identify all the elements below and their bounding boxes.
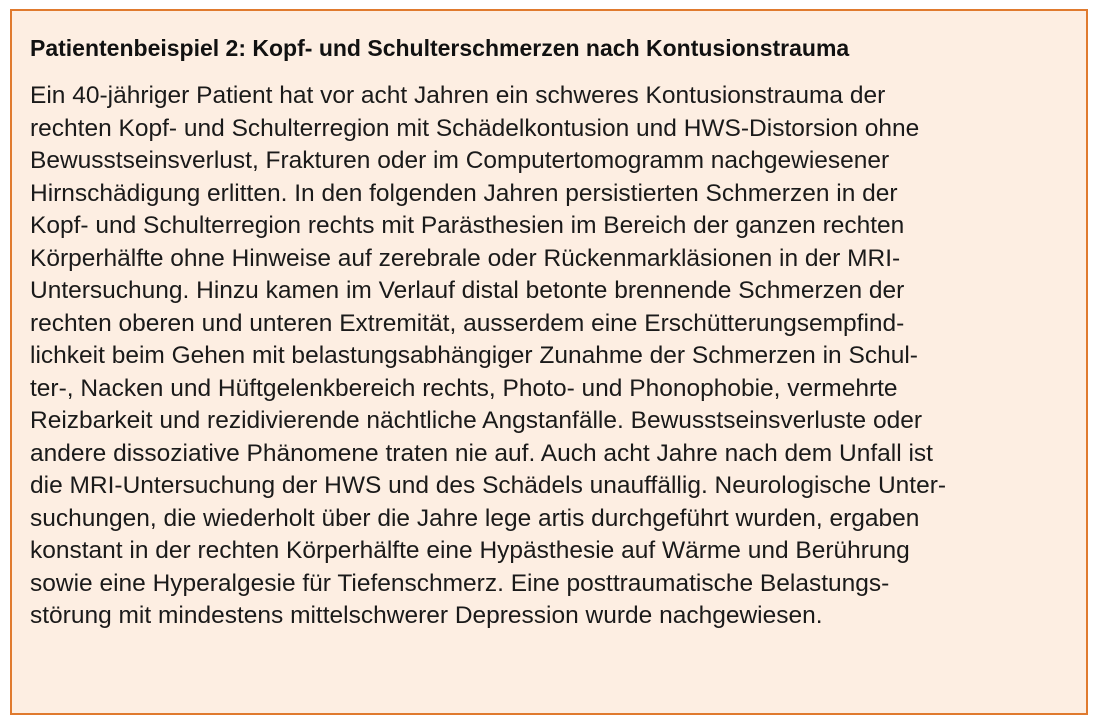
- text-line: andere dissoziative Phänomene traten nie auf. Auch acht Jahre nach dem Unfall ist: [30, 439, 933, 467]
- text-line: Reizbarkeit und rezidivierende nächtliche Angstanfälle. Bewusstseinsverluste oder: [30, 407, 923, 434]
- text-line: rechten Kopf- und Schulterregion mit Schädelkontusion und HWS-Distorsion ohne: [30, 114, 920, 142]
- text-line: lichkeit beim Gehen mit belastungsabhängiger Zunahme der Schmerzen in Schul-: [30, 342, 918, 369]
- text-line: Körperhälfte ohne Hinweise auf zerebrale oder Rückenmarkläsionen in der MRI-: [30, 244, 901, 272]
- text-line: Bewusstseinsverlust, Frakturen oder im Computertomogramm nachgewiesener: [30, 147, 890, 174]
- text-line: Ein 40-jähriger Patient hat vor acht Jahren ein schweres Kontusionstrauma der: [30, 82, 886, 109]
- text-line: Hirnschädigung erlitten. In den folgenden Jahren persistierten Schmerzen in der: [30, 179, 898, 207]
- text-line: sowie eine Hyperalgesie für Tiefenschmerz. Eine posttraumatische Belastungs-: [30, 569, 890, 597]
- case-example-box: [10, 9, 1088, 715]
- box-title: Patientenbeispiel 2: Kopf- und Schulterschmerzen nach Kontusionstrauma: [30, 35, 850, 61]
- box-body-text: [30, 80, 946, 633]
- text-line: Kopf- und Schulterregion rechts mit Parästhesien im Bereich der ganzen rechten: [30, 212, 905, 239]
- text-line: ter-, Nacken und Hüftgelenkbereich rechts, Photo- und Phonophobie, vermehrte: [30, 374, 898, 402]
- text-line: rechten oberen und unteren Extremität, ausserdem eine Erschütterungsempfind-: [30, 309, 905, 337]
- text-line: störung mit mindestens mittelschwerer Depression wurde nachgewiesen.: [30, 602, 823, 629]
- text-line: die MRI-Untersuchung der HWS und des Schädels unauffällig. Neurologische Unter-: [30, 472, 947, 499]
- text-line: Untersuchung. Hinzu kamen im Verlauf distal betonte brennende Schmerzen der: [30, 277, 905, 304]
- text-line: suchungen, die wiederholt über die Jahre lege artis durchgeführt wurden, ergaben: [30, 504, 920, 532]
- text-line: konstant in der rechten Körperhälfte eine Hypästhesie auf Wärme und Berührung: [30, 537, 910, 564]
